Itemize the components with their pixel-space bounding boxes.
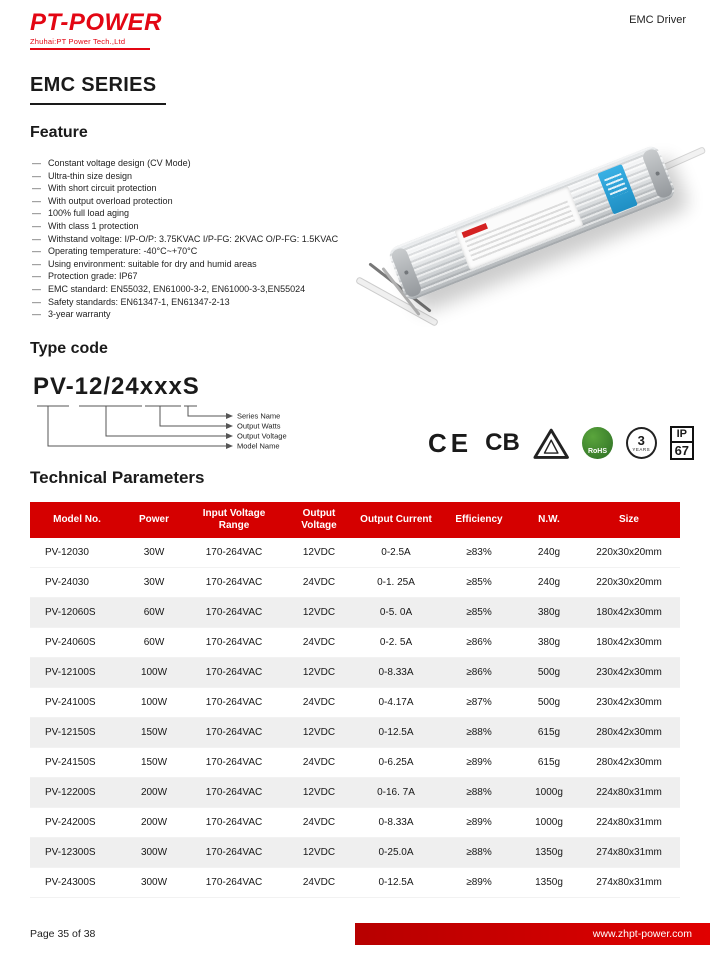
arrow-icon [226, 413, 233, 419]
table-cell: 170-264VAC [184, 748, 284, 778]
feature-item [32, 270, 377, 283]
dash-bullet: — [32, 158, 41, 168]
table-cell: 1000g [520, 808, 578, 838]
feature-item [32, 182, 377, 195]
table-row [30, 688, 680, 718]
dash-bullet: — [32, 258, 41, 269]
feature-item-text: Protection grade: IP67 [48, 271, 138, 282]
table-cell: 1000g [520, 778, 578, 808]
table-cell: 1350g [520, 838, 578, 868]
table-cell: 280x42x30mm [578, 748, 680, 778]
table-row [30, 868, 680, 898]
table-cell: PV-24030 [30, 568, 124, 598]
technical-parameters-heading: Technical Parameters [30, 468, 205, 487]
table-cell: 170-264VAC [184, 778, 284, 808]
series-title: EMC SERIES [30, 74, 166, 105]
table-cell: 200W [124, 778, 184, 808]
table-cell: 150W [124, 718, 184, 748]
feature-item-text: Withstand voltage: I/P-O/P: 3.75KVAC I/P-FG: 2KVAC O/P-FG: 1.5KVAC [48, 233, 339, 244]
table-cell: PV-24100S [30, 688, 124, 718]
table-row [30, 718, 680, 748]
table-cell: 1350g [520, 868, 578, 898]
table-cell: 170-264VAC [184, 598, 284, 628]
table-cell: 300W [124, 838, 184, 868]
table-cell: 170-264VAC [184, 688, 284, 718]
table-cell: 230x42x30mm [578, 658, 680, 688]
table-cell: 0-25.0A [354, 838, 438, 868]
feature-item [32, 233, 377, 246]
table-cell: 150W [124, 748, 184, 778]
table-cell: 24VDC [284, 868, 354, 898]
table-cell: 274x80x31mm [578, 868, 680, 898]
driver-endcap [390, 246, 423, 298]
column-header: Input Voltage Range [184, 502, 284, 538]
table-cell: 200W [124, 808, 184, 838]
table-cell: 170-264VAC [184, 838, 284, 868]
brand-underline [30, 48, 150, 50]
table-cell: 24VDC [284, 568, 354, 598]
table-cell: 220x30x20mm [578, 568, 680, 598]
table-cell: ≥88% [438, 778, 520, 808]
table-cell: 220x30x20mm [578, 538, 680, 568]
table-row [30, 568, 680, 598]
dash-bullet: — [32, 233, 41, 244]
feature-item [32, 207, 377, 220]
table-cell: PV-24150S [30, 748, 124, 778]
table-cell: 0-16. 7A [354, 778, 438, 808]
table-cell: 615g [520, 718, 578, 748]
table-cell: PV-12150S [30, 718, 124, 748]
table-cell: 280x42x30mm [578, 718, 680, 748]
table-cell: 100W [124, 688, 184, 718]
dash-bullet: — [32, 220, 41, 231]
table-cell: 100W [124, 658, 184, 688]
table-cell: ≥89% [438, 868, 520, 898]
column-header: Model No. [30, 502, 124, 538]
table-cell: 230x42x30mm [578, 688, 680, 718]
table-cell: 12VDC [284, 718, 354, 748]
table-cell: PV-12200S [30, 778, 124, 808]
table-cell: 60W [124, 598, 184, 628]
driver-endcap [641, 147, 674, 199]
feature-item [32, 157, 377, 170]
table-cell: 12VDC [284, 538, 354, 568]
certification-marks [428, 420, 694, 466]
table-cell: 12VDC [284, 838, 354, 868]
feature-item-text: EMC standard: EN55032, EN61000-3-2, EN61000-3-3,EN55024 [48, 283, 306, 294]
type-code-diagram [36, 404, 316, 456]
dash-bullet: — [32, 170, 41, 181]
ip67-icon [670, 426, 694, 460]
table-header-row [30, 502, 680, 538]
warranty-badge-icon [626, 427, 657, 459]
feature-list [32, 157, 377, 321]
table-cell: 300W [124, 868, 184, 898]
table-cell: 24VDC [284, 688, 354, 718]
table-row [30, 538, 680, 568]
table-cell: ≥86% [438, 658, 520, 688]
table-cell: 224x80x31mm [578, 778, 680, 808]
product-photo [365, 140, 700, 350]
table-cell: 180x42x30mm [578, 598, 680, 628]
table-cell: 240g [520, 568, 578, 598]
driver-spec-label [455, 186, 584, 270]
table-cell: 170-264VAC [184, 538, 284, 568]
dash-bullet: — [32, 271, 41, 282]
table-cell: ≥83% [438, 538, 520, 568]
table-cell: 380g [520, 598, 578, 628]
arrow-icon [226, 423, 233, 429]
brand-name: PT-POWER [30, 9, 163, 36]
params-table [30, 502, 680, 898]
feature-item [32, 308, 377, 321]
table-row [30, 598, 680, 628]
feature-item-text: 3-year warranty [48, 309, 111, 320]
column-header: Efficiency [438, 502, 520, 538]
table-cell: ≥85% [438, 568, 520, 598]
table-cell: ≥87% [438, 688, 520, 718]
type-code-text: PV-12/24xxxS [33, 373, 200, 400]
arrow-icon [226, 443, 233, 449]
feature-item [32, 283, 377, 296]
table-row [30, 808, 680, 838]
table-row [30, 628, 680, 658]
feature-item-text: With class 1 protection [48, 220, 139, 231]
table-cell: PV-24200S [30, 808, 124, 838]
driver-blue-stripe [597, 164, 637, 214]
doc-type-label: EMC Driver [629, 14, 686, 26]
table-cell: PV-12030 [30, 538, 124, 568]
feature-item-text: Using environment: suitable for dry and humid areas [48, 258, 257, 269]
table-cell: ≥88% [438, 838, 520, 868]
table-cell: PV-12060S [30, 598, 124, 628]
column-header: Size [578, 502, 680, 538]
dash-bullet: — [32, 246, 41, 257]
cb-mark-icon: CB [485, 429, 520, 456]
table-cell: 0-12.5A [354, 718, 438, 748]
feature-item-text: Operating temperature: -40°C~+70°C [48, 246, 198, 257]
table-cell: 240g [520, 538, 578, 568]
table-cell: ≥88% [438, 718, 520, 748]
table-cell: 0-8.33A [354, 658, 438, 688]
feature-item [32, 245, 377, 258]
type-code-label: Output Voltage [237, 431, 287, 441]
table-cell: ≥86% [438, 628, 520, 658]
table-cell: 30W [124, 538, 184, 568]
feature-item-text: 100% full load aging [48, 208, 130, 219]
table-cell: PV-24300S [30, 868, 124, 898]
table-cell: 30W [124, 568, 184, 598]
type-code-heading: Type code [30, 340, 108, 357]
table-cell: 500g [520, 658, 578, 688]
footer-bar [355, 923, 710, 945]
table-row [30, 748, 680, 778]
warranty-years: 3 [637, 432, 645, 448]
driver-body [387, 144, 677, 302]
feature-heading: Feature [30, 124, 88, 141]
table-cell: 0-5. 0A [354, 598, 438, 628]
table-row [30, 658, 680, 688]
table-cell: 24VDC [284, 748, 354, 778]
table-cell: 170-264VAC [184, 658, 284, 688]
ip67-top: IP [672, 428, 692, 443]
table-cell: 0-12.5A [354, 868, 438, 898]
feature-item [32, 170, 377, 183]
table-cell: 24VDC [284, 628, 354, 658]
ce-mark-icon: CE [428, 427, 473, 458]
table-cell: 170-264VAC [184, 628, 284, 658]
dash-bullet: — [32, 208, 41, 219]
table-cell: 0-2.5A [354, 538, 438, 568]
table-cell: 170-264VAC [184, 568, 284, 598]
column-header: Power [124, 502, 184, 538]
dash-bullet: — [32, 296, 41, 307]
table-row [30, 838, 680, 868]
ip67-bottom: 67 [674, 443, 690, 458]
feature-item-text: Safety standards: EN61347-1, EN61347-2-13 [48, 296, 230, 307]
table-cell: ≥89% [438, 808, 520, 838]
table-cell: 615g [520, 748, 578, 778]
table-cell: 170-264VAC [184, 808, 284, 838]
type-code-label: Output Watts [237, 421, 281, 431]
table-cell: 180x42x30mm [578, 628, 680, 658]
table-cell: PV-12300S [30, 838, 124, 868]
table-cell: 12VDC [284, 598, 354, 628]
feature-item-text: Constant voltage design (CV Mode) [48, 158, 191, 168]
table-cell: 12VDC [284, 658, 354, 688]
dash-bullet: — [32, 283, 41, 294]
column-header: N.W. [520, 502, 578, 538]
feature-item [32, 220, 377, 233]
arrow-icon [226, 433, 233, 439]
type-code-label: Model Name [237, 441, 280, 451]
warranty-years-label: YEARS [632, 446, 651, 452]
table-body [30, 538, 680, 898]
table-cell: PV-24060S [30, 628, 124, 658]
table-cell: 0-8.33A [354, 808, 438, 838]
feature-item [32, 296, 377, 309]
table-cell: ≥89% [438, 748, 520, 778]
website-link[interactable]: www.zhpt-power.com [592, 928, 692, 940]
safety-triangle-icon [533, 427, 569, 460]
column-header: Output Voltage [284, 502, 354, 538]
table-cell: 0-1. 25A [354, 568, 438, 598]
dash-bullet: — [32, 309, 41, 320]
dash-bullet: — [32, 195, 41, 206]
table-cell: PV-12100S [30, 658, 124, 688]
table-cell: 12VDC [284, 778, 354, 808]
brand-logo [30, 10, 162, 50]
table-cell: 170-264VAC [184, 868, 284, 898]
feature-item [32, 195, 377, 208]
table-cell: ≥85% [438, 598, 520, 628]
feature-item-text: Ultra-thin size design [48, 170, 133, 181]
feature-item [32, 258, 377, 271]
table-cell: 0-4.17A [354, 688, 438, 718]
table-cell: 0-6.25A [354, 748, 438, 778]
dash-bullet: — [32, 183, 41, 194]
type-code-label: Series Name [237, 411, 281, 421]
feature-item-text: With short circuit protection [48, 183, 157, 194]
table-cell: 0-2. 5A [354, 628, 438, 658]
table-cell: 224x80x31mm [578, 808, 680, 838]
table-cell: 380g [520, 628, 578, 658]
feature-item-text: With output overload protection [48, 195, 173, 206]
rohs-icon: RoHS [582, 427, 613, 459]
table-row [30, 778, 680, 808]
page-number: Page 35 of 38 [30, 928, 96, 940]
brand-subtitle: Zhuhai:PT Power Tech.,Ltd [30, 37, 126, 46]
table-cell: 24VDC [284, 808, 354, 838]
table-cell: 170-264VAC [184, 718, 284, 748]
table-cell: 60W [124, 628, 184, 658]
column-header: Output Current [354, 502, 438, 538]
table-cell: 500g [520, 688, 578, 718]
table-cell: 274x80x31mm [578, 838, 680, 868]
